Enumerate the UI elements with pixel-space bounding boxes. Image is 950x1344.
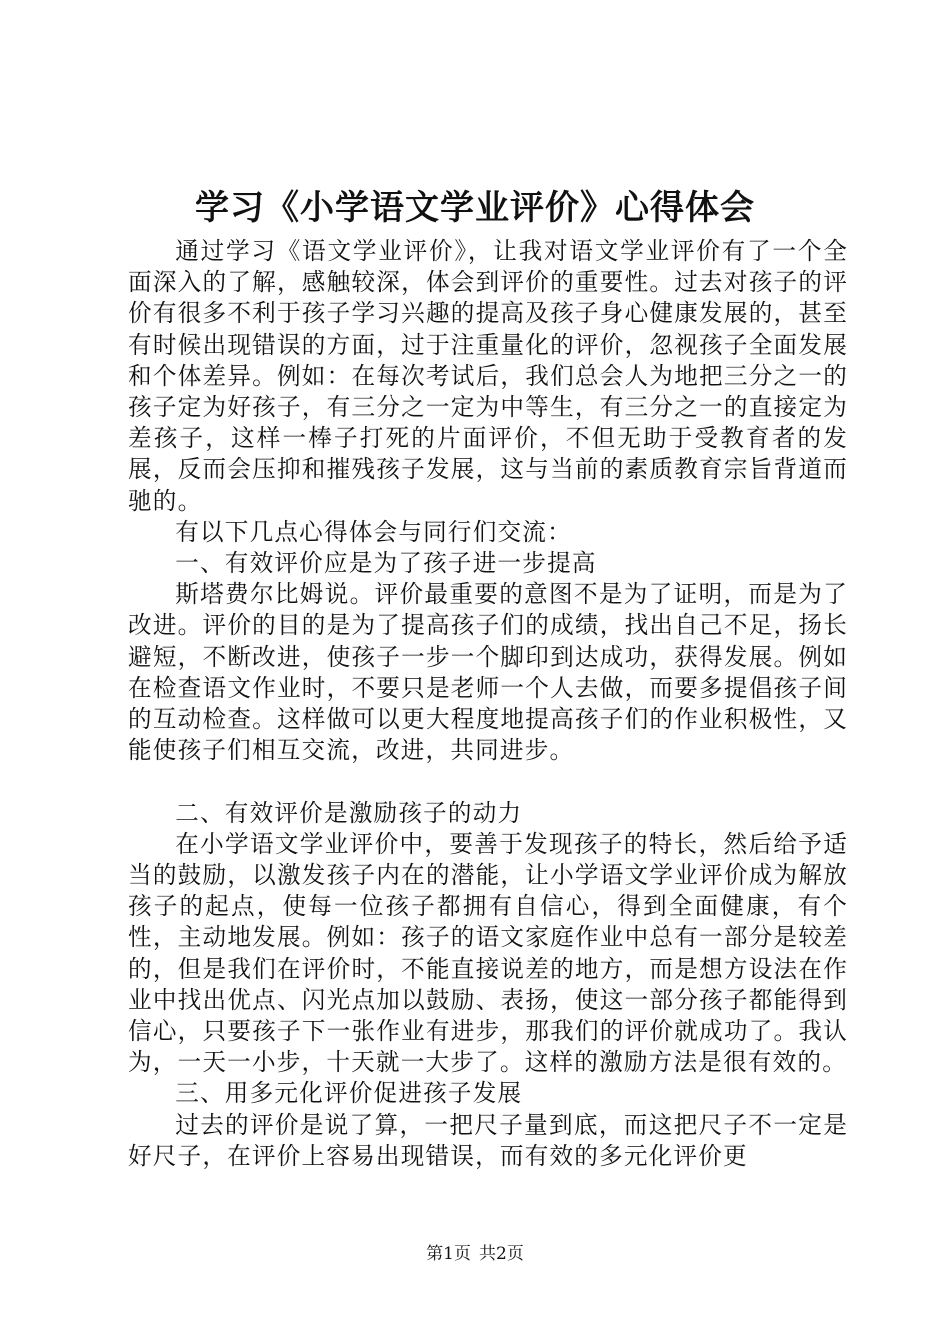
page-number-total: 共2页 (479, 1244, 524, 1264)
paragraph-intro: 通过学习《语文学业评价》，让我对语文学业评价有了一个全面深入的了解，感触较深，体会到评价的重要性。过去对孩子的评价有很多不利于孩子学习兴趣的提高及孩子身心健康发展的，甚至有时候出现错误的方面，过于注重量化的评价，忽视孩子全面发展和个体差异。例如：在每次考试后，我们总会人为地把三分之一的孩子定为好孩子，有三分之一定为中等生，有三分之一的直接定为差孩子，这样一棒子打死的片面评价，不但无助于受教育者的发展，反而会压抑和摧残孩子发展，这与当前的素质教育宗旨背道而驰的。 (128, 237, 848, 515)
section-heading-2: 二、有效评价是激励孩子的动力 (175, 798, 523, 827)
document-title: 学习《小学语文学业评价》心得体会 (195, 188, 755, 228)
paragraph-section-1: 斯塔费尔比姆说。评价最重要的意图不是为了证明，而是为了改进。评价的目的是为了提高孩子们的成绩，找出自己不足，扬长避短，不断改进，使孩子一步一个脚印到达成功，获得发展。例如在检查语文作业时，不要只是老师一个人去做，而要多提倡孩子间的互动检查。这样做可以更大程度地提高孩子们的作业积极性，又能使孩子们相互交流，改进，共同进步。 (128, 580, 848, 765)
page-number-current: 第1页 (426, 1244, 471, 1264)
paragraph-section-2: 在小学语文学业评价中，要善于发现孩子的特长，然后给予适当的鼓励，以激发孩子内在的潜能，让小学语文学业评价成为解放孩子的起点，使每一位孩子都拥有自信心，得到全面健康，有个性，主动地发展。例如：孩子的语文家庭作业中总有一部分是较差的，但是我们在评价时，不能直接说差的地方，而是想方设法在作业中找出优点、闪光点加以鼓励、表扬，使这一部分孩子都能得到信心，只要孩子下一张作业有进步，那我们的评价就成功了。我认为，一天一小步，十天就一大步了。这样的激励方法是很有效的。 (128, 829, 848, 1077)
blank-line (128, 766, 848, 797)
paragraph-section-3: 过去的评价是说了算，一把尺子量到底，而这把尺子不一定是好尺子，在评价上容易出现错误，而有效的多元化评价更 (128, 1110, 848, 1170)
section-heading-3: 三、用多元化评价促进孩子发展 (175, 1079, 523, 1108)
document-body (128, 236, 848, 1172)
section-heading-1: 一、有效评价应是为了孩子进一步提高 (175, 549, 597, 578)
paragraph-lead: 有以下几点心得体会与同行们交流： (175, 517, 572, 546)
page-footer (0, 1242, 950, 1266)
